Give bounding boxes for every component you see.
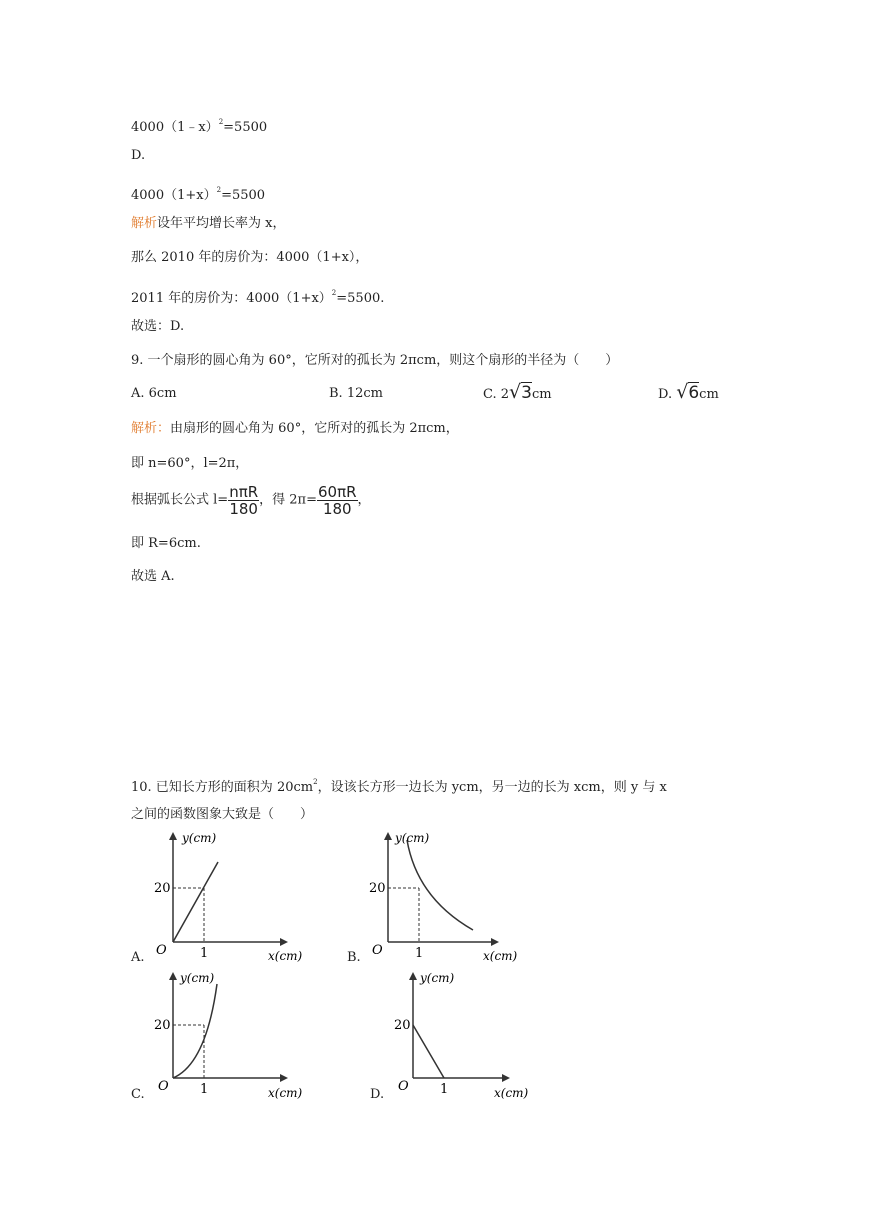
x-axis-arrow [491,938,499,946]
x-tick-label: 1 [200,946,209,961]
solution-line-3: 2011 年的房价为：$4000(1+x)^2=5500$. [131,289,385,306]
y-axis-arrow [169,972,177,980]
y-axis-arrow [169,832,177,840]
x-tick-label: 1 [440,1082,449,1097]
y-tick-label: 20 [154,881,171,896]
y-axis-label: y(cm) [420,971,455,985]
graph-d-letter: D. [370,1087,385,1102]
graph-b-curve [407,840,473,930]
y-axis-arrow [384,832,392,840]
graph-a-letter: A. [131,950,145,965]
x-axis-arrow [280,938,288,946]
graph-d [380,966,550,1106]
solution-label: 解析 [131,216,158,231]
x-tick-label: 1 [415,946,424,961]
origin-label: O [398,1079,409,1094]
q9-solution-1: 解析：由扇形的圆心角为 60°，它所对的孤长为 2πcm， [131,421,459,436]
q9-solution-3: 根据弧长公式 l= $\frac{\text{nπR}}{180}$ ，得 2π= $\frac{60\pi R}{180}$ ， [131,483,371,518]
y-axis-arrow [409,972,417,980]
question-9-stem: 9. 一个扇形的圆心角为 60°，它所对的孤长为 2πcm，则这个扇形的半径为（ ） [131,353,619,368]
question-10-stem-1: 10. 已知长方形的面积为 $20cm^2$，设该长方形一边长为 ycm，另一边的长为 xcm，则 y 与 x [131,778,667,795]
substituted-formula: $\frac{60\pi R}{180}$ [318,483,357,518]
x-axis-label: x(cm) [268,949,303,963]
option-d-label: D. [131,148,146,163]
graph-c-curve [173,984,217,1078]
origin-label: O [158,1079,169,1094]
origin-label: O [156,943,167,958]
solution-line-2: 那么 2010 年的房价为：4000（1+x）， [131,250,369,265]
x-axis-label: x(cm) [268,1086,303,1100]
q9-option-a: A. 6cm [131,386,177,401]
q9-solution-2: 即 n=60°，l=2π， [131,456,249,471]
q9-option-b: B. 12cm [329,386,383,401]
y-axis-label: y(cm) [180,971,215,985]
y-tick-label: 20 [154,1018,171,1033]
option-d-equation: $4000(1+x)^2=5500$ [131,186,266,203]
y-axis-label: y(cm) [395,831,430,845]
sqrt-symbol: √ [676,381,689,403]
sqrt-symbol: √ [509,381,522,403]
graph-c [140,966,320,1106]
x-axis-arrow [502,1074,510,1082]
q9-solution-4: 即 R=6cm. [131,536,201,551]
q9-solution-5: 故选 A. [131,569,175,584]
question-10-stem-2: 之间的函数图象大致是（ ） [131,807,314,822]
x-axis-arrow [280,1074,288,1082]
q9-solution-label: 解析： [131,421,171,436]
arc-length-formula: $\frac{\text{nπR}}{180}$ [229,483,259,518]
y-axis-label: y(cm) [182,831,217,845]
graph-d-curve [413,1025,444,1078]
solution-line-1: 解析设年平均增长率为 x， [131,216,286,231]
x-axis-label: x(cm) [483,949,518,963]
solution-answer: 故选：D. [131,319,185,334]
origin-label: O [372,943,383,958]
y-tick-label: 20 [394,1018,411,1033]
graph-a-curve [173,862,218,942]
q9-option-d: D. √6cm [658,381,719,403]
x-axis-label: x(cm) [494,1086,529,1100]
option-c-equation: 4000（1﹣x）$^2$=5500 [131,118,268,135]
x-tick-label: 1 [200,1082,209,1097]
graph-a [140,828,320,968]
graph-b-letter: B. [347,950,361,965]
y-tick-label: 20 [369,881,386,896]
q9-option-c: C. 2√3cm [483,381,552,403]
graph-b [355,828,535,968]
graph-c-letter: C. [131,1087,145,1102]
